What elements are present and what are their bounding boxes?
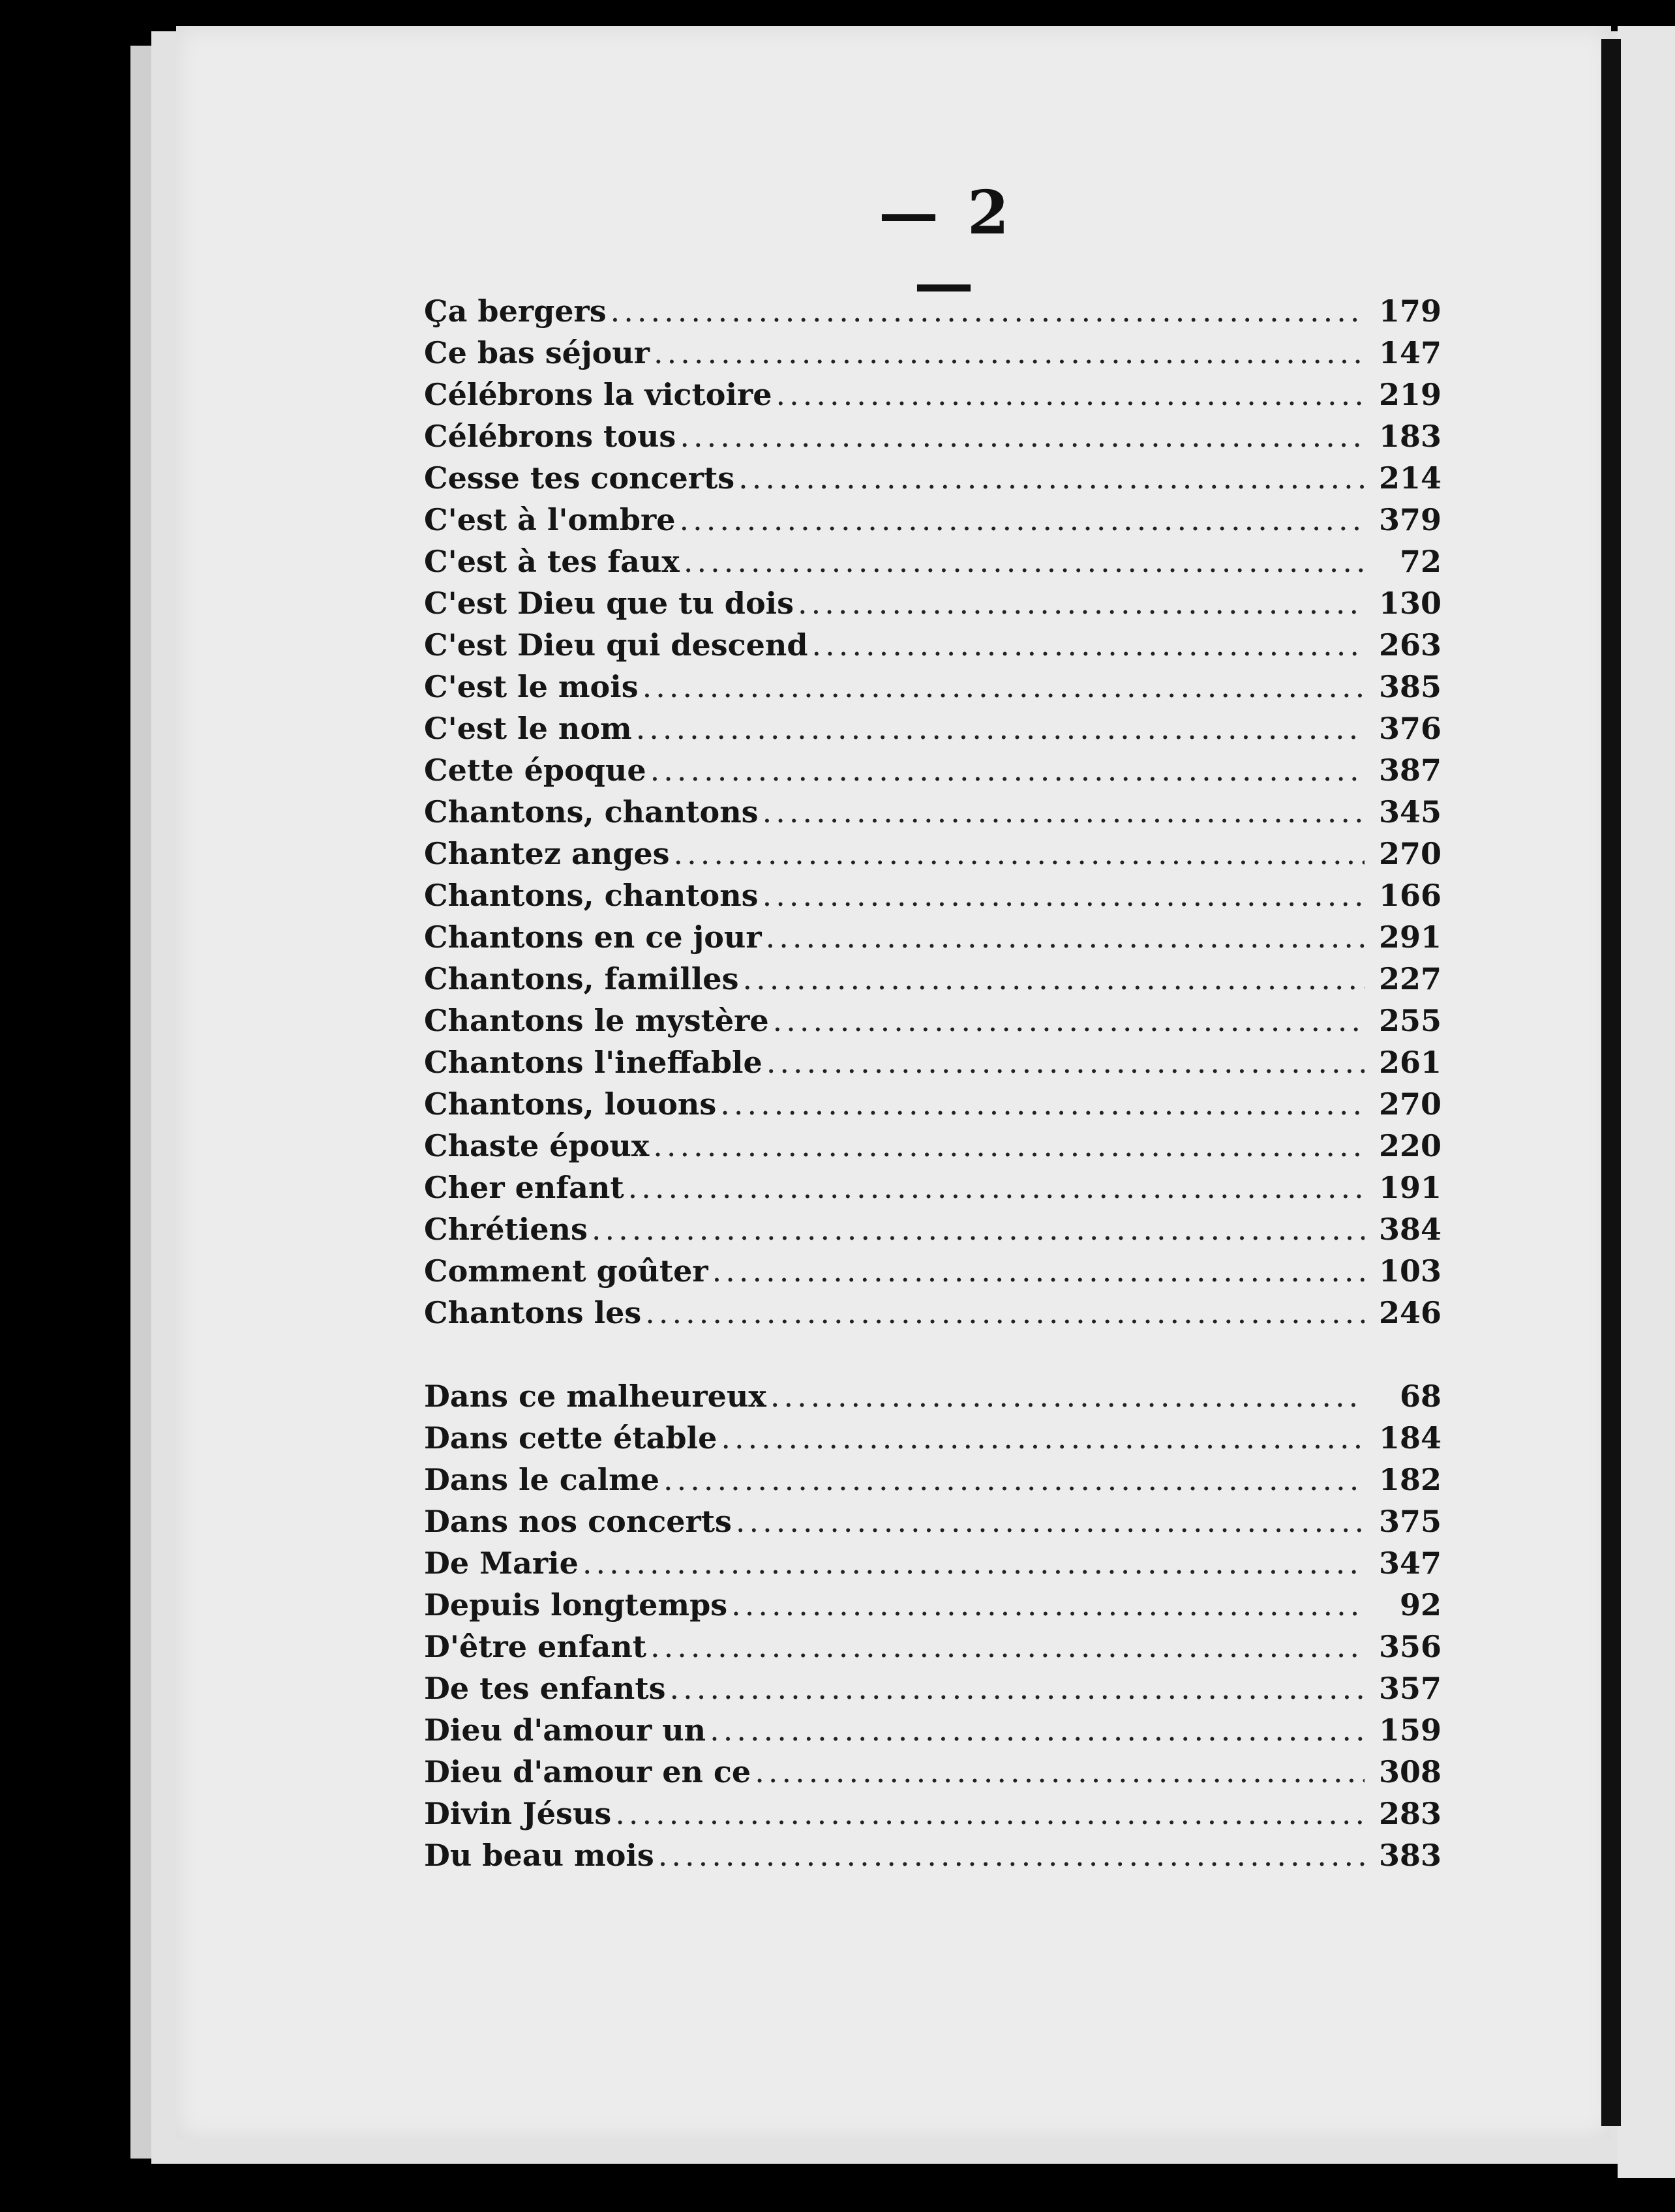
index-entry (424, 415, 1441, 457)
index-entry (424, 499, 1441, 541)
index-entry (424, 1501, 1441, 1542)
entry-page-number: 385 (1378, 669, 1441, 704)
dot-leader (812, 624, 1365, 666)
index-entry (424, 666, 1441, 708)
index-entry (424, 1667, 1441, 1709)
index-entry (424, 1375, 1441, 1417)
entry-title: Cette époque (424, 753, 646, 788)
dot-leader (770, 1375, 1365, 1417)
section-gap (424, 1334, 1441, 1375)
dot-leader (738, 457, 1365, 499)
entry-title: C'est le mois (424, 669, 639, 704)
index-entry (424, 791, 1441, 833)
entry-page-number: 375 (1378, 1504, 1441, 1539)
entry-page-number: 291 (1378, 919, 1441, 955)
entry-title: Comment goûter (424, 1253, 708, 1289)
index-entry (424, 1292, 1441, 1334)
entry-page-number: 220 (1378, 1128, 1441, 1163)
entry-page-number: 147 (1378, 335, 1441, 370)
index-entry (424, 1250, 1441, 1292)
dot-leader (645, 1292, 1365, 1334)
entry-title: C'est à l'ombre (424, 502, 676, 537)
dot-leader (628, 1167, 1365, 1208)
entry-page-number: 68 (1399, 1379, 1441, 1414)
entry-title: Cher enfant (424, 1170, 624, 1205)
entry-title: Ça bergers (424, 293, 607, 329)
entry-page-number: 166 (1378, 878, 1441, 913)
dot-leader (650, 1626, 1365, 1667)
index-entry (424, 1125, 1441, 1167)
entry-page-number: 387 (1378, 753, 1441, 788)
entry-title: Chantons, louons (424, 1086, 717, 1122)
entry-page-number: 347 (1378, 1546, 1441, 1581)
dot-leader (684, 541, 1365, 582)
index-entry (424, 708, 1441, 749)
dot-leader (776, 374, 1365, 415)
entry-page-number: 159 (1378, 1712, 1441, 1748)
dot-leader (582, 1542, 1365, 1584)
index-entry (424, 1626, 1441, 1667)
entry-page-number: 227 (1378, 961, 1441, 996)
entry-title: C'est à tes faux (424, 544, 680, 579)
entry-page-number: 263 (1378, 627, 1441, 663)
index-entry (424, 290, 1441, 332)
index-entry (424, 833, 1441, 874)
entry-title: Chantons les (424, 1295, 642, 1330)
entry-page-number: 283 (1378, 1796, 1441, 1831)
index-section-d (424, 1375, 1441, 1876)
entry-page-number: 376 (1378, 711, 1441, 746)
entry-title: De Marie (424, 1546, 579, 1581)
entry-page-number: 191 (1378, 1170, 1441, 1205)
dot-leader (636, 708, 1365, 749)
index-entry (424, 874, 1441, 916)
index-entry (424, 958, 1441, 1000)
entry-title: Divin Jésus (424, 1796, 612, 1831)
entry-page-number: 219 (1378, 377, 1441, 412)
index-entry (424, 916, 1441, 958)
entry-title: Chantons en ce jour (424, 919, 762, 955)
entry-title: Chantons, chantons (424, 794, 759, 830)
entry-page-number: 345 (1378, 794, 1441, 830)
dot-leader (721, 1417, 1365, 1459)
index-section-c (424, 290, 1441, 1334)
dot-leader (680, 415, 1365, 457)
index-entry (424, 1751, 1441, 1793)
entry-title: D'être enfant (424, 1629, 647, 1664)
entry-page-number: 383 (1378, 1838, 1441, 1873)
dot-leader (731, 1584, 1365, 1626)
book-binding (1601, 39, 1621, 2126)
entry-title: Dans le calme (424, 1462, 660, 1497)
dot-leader (773, 1000, 1365, 1041)
index-entry (424, 1834, 1441, 1876)
index-entry (424, 1167, 1441, 1208)
dot-leader (755, 1751, 1365, 1793)
dot-leader (712, 1250, 1365, 1292)
entry-title: Ce bas séjour (424, 335, 650, 370)
entry-title: Dans nos concerts (424, 1504, 732, 1539)
entry-page-number: 246 (1378, 1295, 1441, 1330)
index-entry (424, 1459, 1441, 1501)
entry-title: Chantons le mystère (424, 1003, 769, 1038)
entry-page-number: 270 (1378, 1086, 1441, 1122)
entry-title: C'est Dieu qui descend (424, 627, 808, 663)
dot-leader (720, 1083, 1365, 1125)
index-entry (424, 1041, 1441, 1083)
index-entry (424, 1083, 1441, 1125)
entry-title: Chantons l'ineffable (424, 1045, 762, 1080)
entry-page-number: 182 (1378, 1462, 1441, 1497)
index-entry (424, 1542, 1441, 1584)
entry-title: Chrétiens (424, 1212, 588, 1247)
index-entry (424, 1208, 1441, 1250)
entry-title: Dans ce malheureux (424, 1379, 766, 1414)
entry-page-number: 261 (1378, 1045, 1441, 1080)
entry-page-number: 379 (1378, 502, 1441, 537)
entry-title: C'est le nom (424, 711, 632, 746)
dot-leader (642, 666, 1365, 708)
facing-page-edge (1618, 26, 1675, 2178)
dot-leader (766, 1041, 1365, 1083)
entry-page-number: 179 (1378, 293, 1441, 329)
entry-page-number: 130 (1378, 586, 1441, 621)
dot-leader (650, 749, 1365, 791)
entry-title: Chantez anges (424, 836, 670, 871)
entry-page-number: 103 (1378, 1253, 1441, 1289)
entry-page-number: 356 (1378, 1629, 1441, 1664)
entry-page-number: 384 (1378, 1212, 1441, 1247)
entry-title: Chantons, familles (424, 961, 739, 996)
index-entry (424, 332, 1441, 374)
entry-title: De tes enfants (424, 1671, 666, 1706)
entry-page-number: 270 (1378, 836, 1441, 871)
index-entry (424, 1584, 1441, 1626)
entry-title: Chaste époux (424, 1128, 650, 1163)
dot-leader (653, 1125, 1365, 1167)
dot-leader (736, 1501, 1365, 1542)
entry-page-number: 183 (1378, 419, 1441, 454)
index-entry (424, 1793, 1441, 1834)
entry-title: Cesse tes concerts (424, 460, 735, 496)
dot-leader (615, 1793, 1365, 1834)
entry-title: Chantons, chantons (424, 878, 759, 913)
entry-page-number: 255 (1378, 1003, 1441, 1038)
dot-leader (674, 833, 1365, 874)
index-entry (424, 374, 1441, 415)
dot-leader (762, 791, 1365, 833)
dot-leader (611, 290, 1365, 332)
dot-leader (798, 582, 1365, 624)
page-number: — 2 — (878, 177, 1014, 318)
index-entry (424, 1417, 1441, 1459)
dot-leader (710, 1709, 1365, 1751)
index-entry (424, 541, 1441, 582)
entry-title: C'est Dieu que tu dois (424, 586, 794, 621)
dot-leader (670, 1667, 1365, 1709)
index-entry (424, 457, 1441, 499)
entry-page-number: 184 (1378, 1420, 1441, 1456)
dot-leader (680, 499, 1365, 541)
entry-title: Célébrons la victoire (424, 377, 772, 412)
index-entry (424, 749, 1441, 791)
entry-page-number: 214 (1378, 460, 1441, 496)
entry-page-number: 357 (1378, 1671, 1441, 1706)
entry-title: Dieu d'amour un (424, 1712, 706, 1748)
entry-title: Depuis longtemps (424, 1587, 728, 1622)
dot-leader (762, 874, 1365, 916)
index-entry (424, 624, 1441, 666)
dot-leader (654, 332, 1365, 374)
dot-leader (766, 916, 1365, 958)
dot-leader (658, 1834, 1365, 1876)
entry-title: Dieu d'amour en ce (424, 1754, 751, 1789)
dot-leader (742, 958, 1365, 1000)
entry-title: Du beau mois (424, 1838, 654, 1873)
index-entry (424, 1709, 1441, 1751)
entry-page-number: 72 (1399, 544, 1441, 579)
entry-page-number: 92 (1399, 1587, 1441, 1622)
dot-leader (663, 1459, 1365, 1501)
index-entry (424, 582, 1441, 624)
dot-leader (592, 1208, 1365, 1250)
entry-page-number: 308 (1378, 1754, 1441, 1789)
index-list (424, 290, 1441, 1876)
index-entry (424, 1000, 1441, 1041)
entry-title: Dans cette étable (424, 1420, 717, 1456)
entry-title: Célébrons tous (424, 419, 676, 454)
